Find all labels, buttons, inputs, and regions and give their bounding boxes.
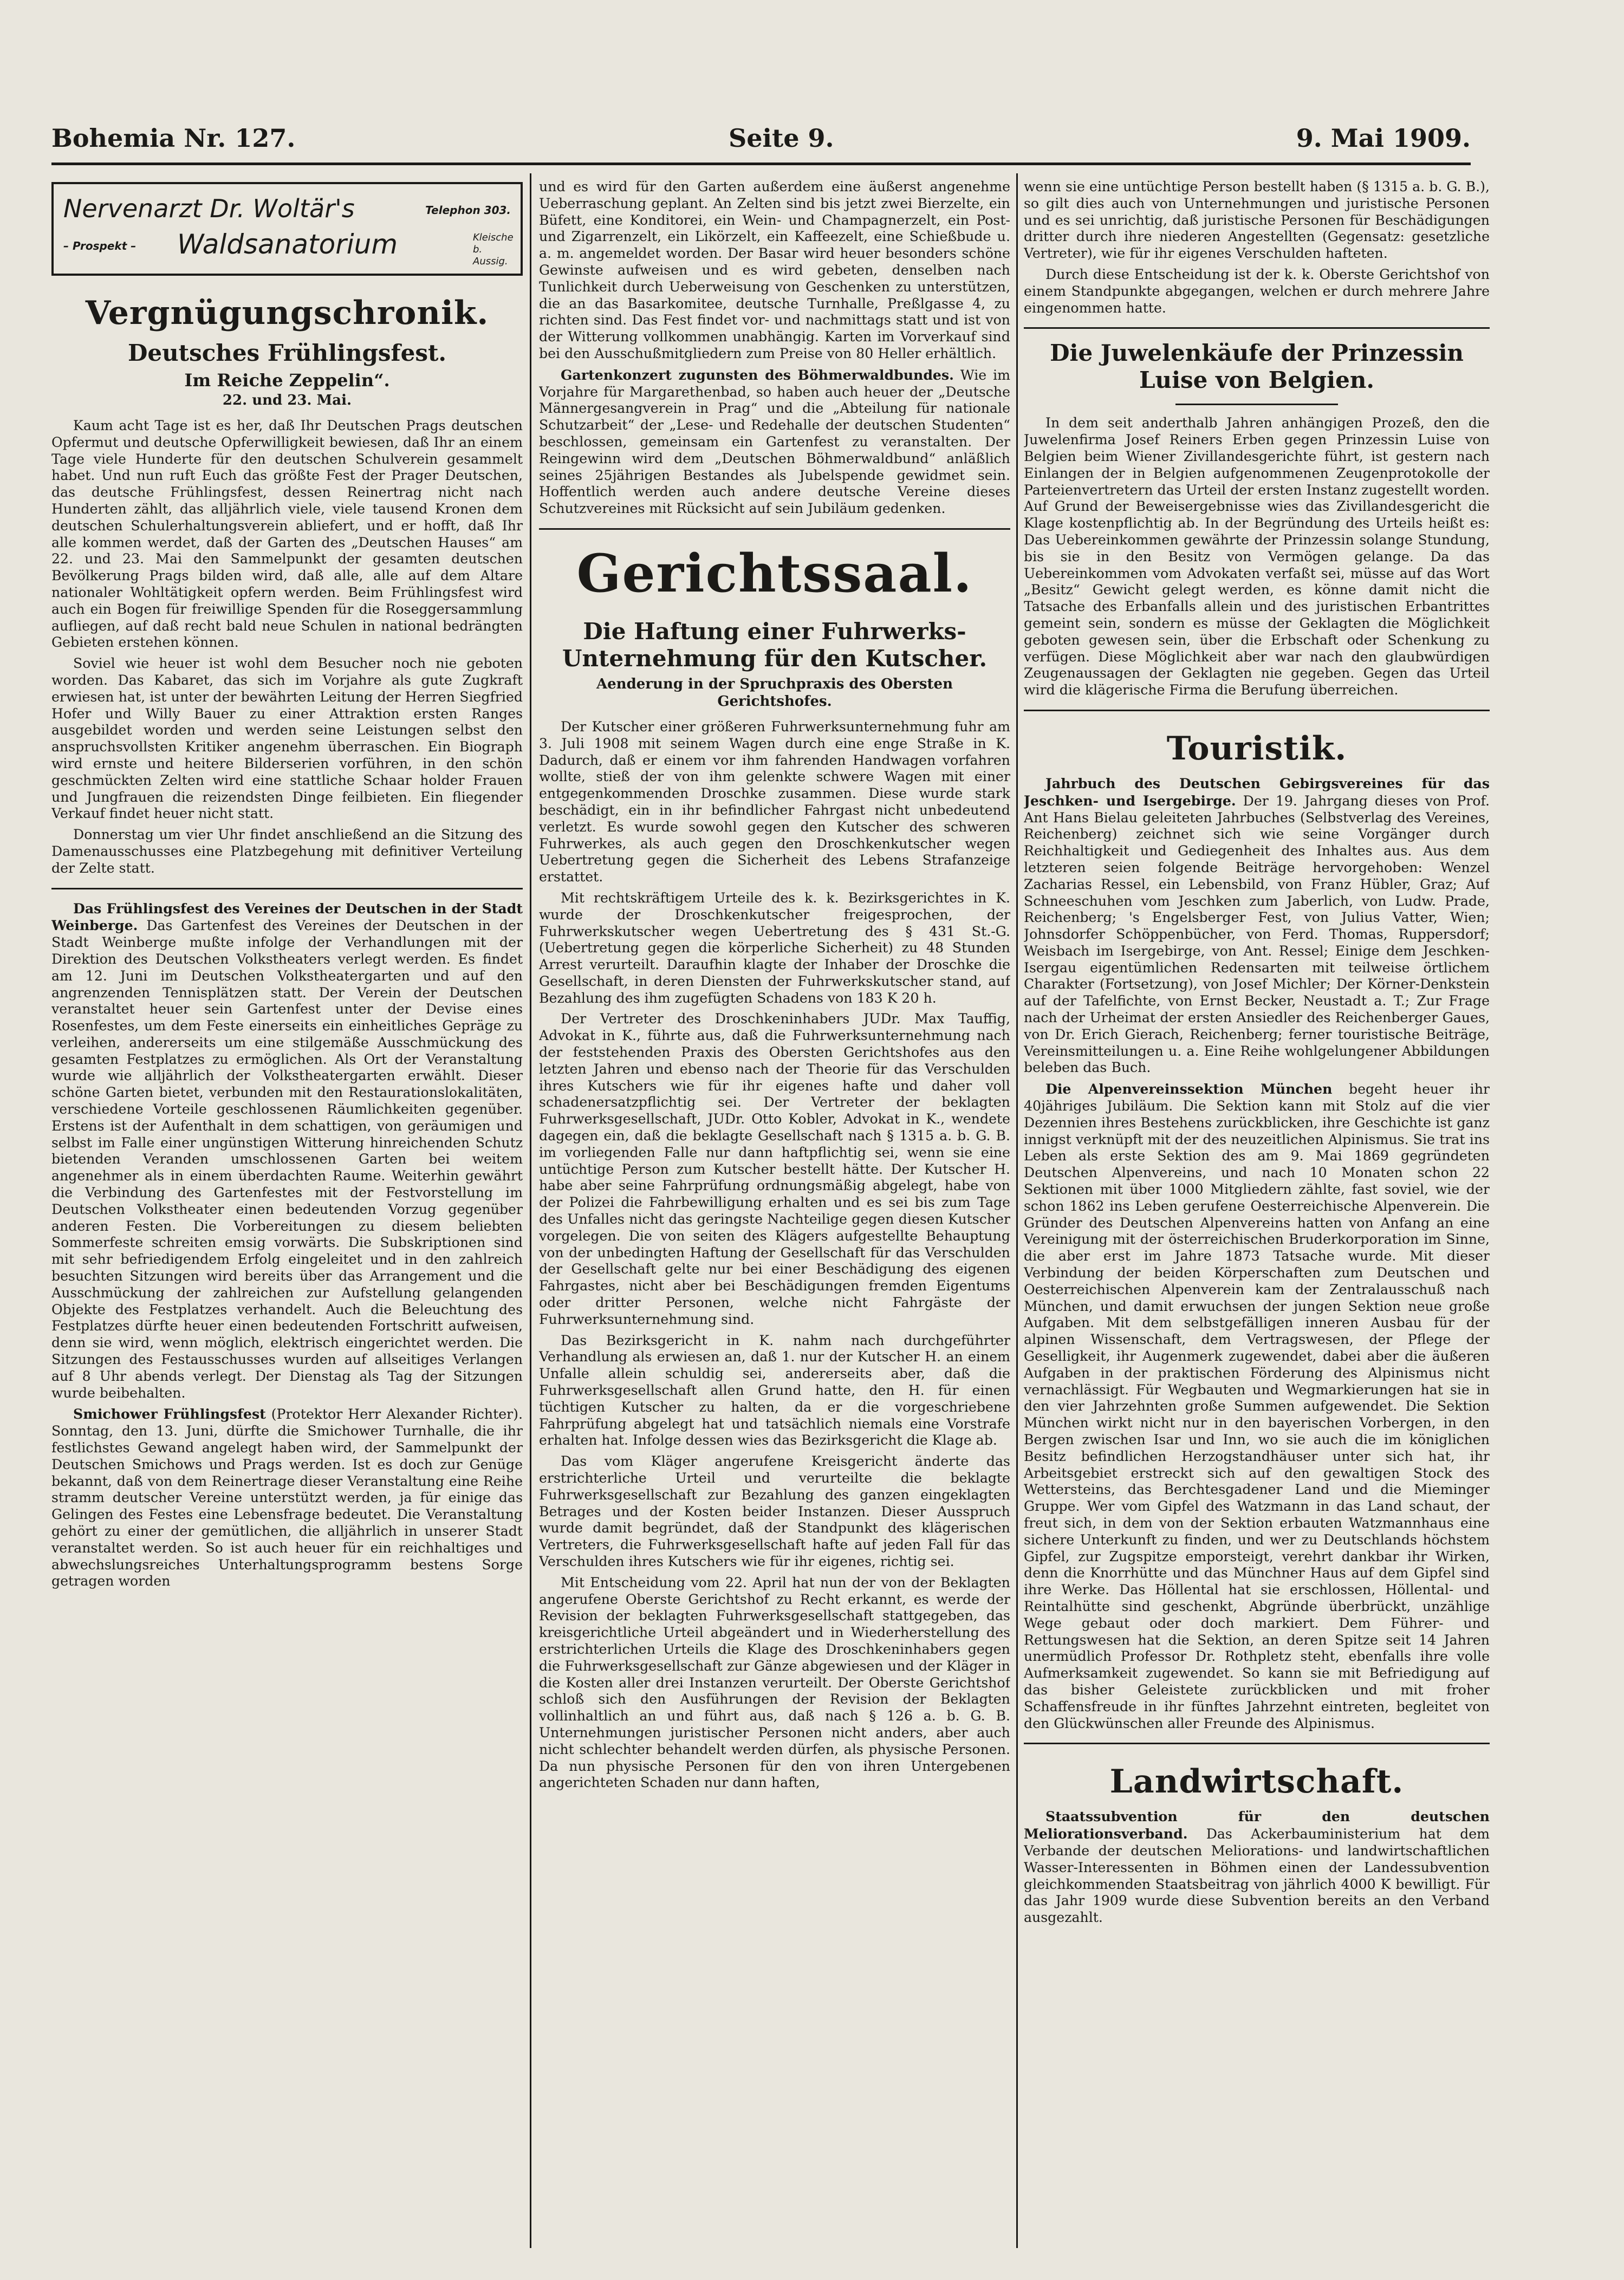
paragraph-text: Das Gartenfest des Vereines der Deutschen in der Stadt Weinberge mußte infolge der Verhandlungen mit der Direktion des Deutschen Volkstheaters verlegt werden. Es findet am 12. Juni im Deutschen Volkstheatergarten und auf den angrenzenden Tennisplätzen statt. Der Verein der Deutschen veranstaltet heuer sein Gartenfest unter der Devise eines Rosenfestes, um dem Feste einerseits ein einheitliches Gepräge zu verleihen, andererseits um eine stilgemäße Ausschmückung des gesamten Festplatzes zu ermöglichen. Als Ort der Veranstaltung wurde wie alljährlich der Volkstheatergarten erwählt. Dieser schöne Garten bietet, verbunden mit den Restaurationslokalitäten, verschiedene Vorteile geschlossenen Räumlichkeiten gegenüber. Erstens ist der Aufenthalt in dem schattigen, von geräumigen und selbst im Falle einer ungünstigen Witterung hinreichenden Schutz bietenden Veranden umschlossenen Garten bei weitem angenehmer als in einem überdachten Raume. Weiterhin gewährt die Verbindung des Gartenfestes mit der Festvorstellung im Deutschen Volkstheater einen bedeutenden Vorzug gegenüber anderen Festen. Die Vorbereitungen zu diesem beliebten Sommerfeste schreiten emsig vorwärts. Die Subskriptionen sind mit sehr befriedigendem Erfolg eingeleitet und in den zahlreich besuchten Sitzungen wird bereits über das Arrangement und die Ausschmückung der zahlreichen zur Aufstellung gelangenden Objekte des Festplatzes verhandelt. Auch die Beleuchtung des Festplatzes dürfte heuer einen bedeutenden Fortschritt aufweisen, denn sie wird, wenn möglich, elektrisch eingerichtet werden. Die Sitzungen des Festausschusses wurden auf allseitiges Verlangen auf 8 Uhr abends verlegt. Der Dienstag als Tag der Sitzungen wurde beibehalten. — [51, 918, 523, 1401]
separator — [1024, 1743, 1490, 1744]
section-title: Touristik. — [1166, 729, 1347, 768]
article-subtitle: Aenderung in der Spruchpraxis des Obersten Gerichtshofes. — [596, 675, 953, 710]
column-rule-1 — [530, 173, 531, 2248]
column-1 — [51, 179, 523, 2248]
ad-phone: Telephon 303. — [425, 204, 511, 217]
section-title: Landwirtschaft. — [1109, 1763, 1404, 1801]
paragraph-heading: Staatssubvention für den deutschen Meliorationsverband. — [1024, 1808, 1490, 1842]
column-rule-2 — [1016, 173, 1018, 2248]
paragraph-heading: Das Frühlingsfest des Vereines der Deutschen in der Stadt Weinberge. — [51, 900, 523, 934]
paragraph — [539, 367, 1010, 517]
article-title: Die Haftung einer Fuhrwerks-Unternehmung für den Kutscher. — [562, 618, 988, 672]
section-title: Gerichtssaal. — [576, 542, 973, 604]
header-issue: Bohemia Nr. 127. — [51, 124, 296, 153]
paragraph-text: Wie im Vorjahre für Margarethenbad, so haben auch heuer der „Deutsche Männergesangverein in Prag“ und die „Abteilung für nationale Schutzarbeit“ der „Lese- und Redehalle der deutschen Studenten“ beschlossen, gemeinsam ein Gartenfest zu veranstalten. Der Reingewinn wird dem „Deutschen Böhmerwaldbund“ anläßlich seines 25jährigen Bestandes als Jubelspende gewidmet sein. Hoffentlich werden auch andere deutsche Vereine dieses Schutzvereines mit Rücksicht auf sein Jubiläum gedenken. — [539, 367, 1010, 517]
ad-prospekt: – Prospekt – — [63, 239, 137, 252]
paragraph: Mit rechtskräftigem Urteile des k. k. Bezirksgerichtes in K. wurde der Droschkenkutscher freigesprochen, der Fuhrwerkskutscher wegen Uebertretung des § 431 St.-G. (Uebertretung gegen die körperliche Sicherheit) zu 48 Stunden Arrest verurteilt. Daraufhin klagte der Inhaber der Droschke die Gesellschaft, in deren Diensten der Fuhrwerkskutscher stand, auf Bezahlung des ihm zugefügten Schadens von 183 K 20 h. — [539, 889, 1010, 1006]
ad-line1: Nervenarzt Dr. Woltär's — [63, 194, 355, 223]
paragraph: Mit Entscheidung vom 22. April hat nun der von der Beklagten angerufene Oberste Gerichtshof zu Recht erkannt, es werde der Revision der beklagten Fuhrwerksgesellschaft stattgegeben, das kreisgerichtliche Urteil abgeändert und in Wiederherstellung des erstrichterlichen Urteils die Klage des Droschkeninhabers gegen die Fuhrwerksgesellschaft zur Gänze abgewiesen und der Kläger in die Kosten aller drei Instanzen verurteilt. Der Oberste Gerichtshof schloß sich den Ausführungen der Revision der Beklagten vollinhaltlich an und führt aus, daß nach § 126 a. b. G. B. Unternehmungen juristischer Personen nicht anders, aber auch nicht schlechter behandelt werden dürfen, als physische Personen. Da nun physische Personen für den von ihren Untergebenen angerichteten Schaden nur dann haften, — [539, 1574, 1010, 1791]
header-page-number: Seite 9. — [729, 124, 834, 153]
header-rule — [51, 163, 1471, 165]
separator — [51, 888, 523, 889]
paragraph: Kaum acht Tage ist es her, daß Ihr Deutschen Prags deutschen Opfermut und deutsche Opferwilligkeit bewiesen, daß Ihr an einem Tage viele Hunderte für den deutschen Schulverein gesammelt habet. Und nun ruft Euch das größte Fest der Prager Deutschen, das deutsche Frühlingsfest, dessen Reinertrag nicht nach Hunderten zählt, das alljährlich viele, viele tausend Kronen dem deutschen Schulerhaltungsverein abliefert, und er hofft, daß Ihr alle kommen werdet, daß der Garten des „Deutschen Hauses“ am 22. und 23. Mai den Sammelpunkt der gesamten deutschen Bevölkerung Prags bilden wird, daß alle, alle auf dem Altare nationaler Wohltätigkeit opfern werden. Beim Frühlingsfest wird auch ein Bogen für freiwillige Spenden für die Roseggersammlung aufliegen, auf daß recht bald neue Schulen in national bedrängten Gebieten erstehen können. — [51, 418, 523, 651]
paragraph-heading: Die Alpenvereinssektion München — [1045, 1081, 1333, 1097]
paragraph — [1024, 775, 1490, 1076]
page-header — [51, 124, 1471, 161]
article-subtitle: Im Reiche Zeppelin“. — [184, 370, 390, 391]
paragraph — [51, 900, 523, 1402]
paragraph: wenn sie eine untüchtige Person bestellt haben (§ 1315 a. b. G. B.), so gilt dies auch von Unternehmungen und juristische Personen und es sei unrichtig, daß juristische Personen für Beschädigungen dritter durch ihre niederen Angestellten (Gegensatz: gesetzliche Vertreter), wie für ihr eigenes Verschulden hafteten. — [1024, 179, 1490, 262]
paragraph: Das Bezirksgericht in K. nahm nach durchgeführter Verhandlung als erwiesen an, daß 1. nur der Kutscher H. an einem Unfalle allein schuldig sei, andererseits aber, daß die Fuhrwerksgesellschaft allen Grund hatte, den H. für einen tüchtigen Kutscher zu halten, da er die vorgeschriebene Fahrprüfung abgelegt hat und tatsächlich niemals eine Vorstrafe erhalten hat. Infolge dessen wies das Bezirksgericht die Klage ab. — [539, 1332, 1010, 1448]
header-date: 9. Mai 1909. — [1296, 124, 1471, 153]
paragraph — [51, 1406, 523, 1590]
section-title: Vergnügungschronik. — [85, 294, 489, 332]
paragraph: Der Vertreter des Droschkeninhabers JUDr. Max Tauffig, Advokat in K., führte aus, daß die Fuhrwerksunternehmung nach der feststehenden Praxis des Obersten Gerichtshofes aus den letzten Jahren und ebenso nach der Theorie für das Verschulden ihres Kutschers wie für ihr eigenes hafte und daher voll schadenersatzpflichtig sei. Der Vertreter der beklagten Fuhrwerksgesellschaft, JUDr. Otto Kobler, Advokat in K., wendete dagegen ein, daß die beklagte Gesellschaft nach § 1315 a. b. G. B. im vorliegenden Falle nur dann haftpflichtig sei, wenn sie eine untüchtige Person zum Kutscher bestellt hätte. Der Kutscher H. habe aber seine Fahrprüfung ordnungsmäßig abgelegt, habe von der Polizei die Fahrbewilligung erhalten und es sei bis zum Tage des Unfalles nicht das geringste Nachteilige gegen diesen Kutscher vorgelegen. Die von seiten des Klägers aufgestellte Behauptung von der unbedingten Haftung der Gesellschaft für das Verschulden der Gesellschaft gelte nur bei einer Beschädigung des eigenen Fahrgastes, nicht aber bei Beschädigungen fremden Eigentums oder dritter Personen, welche nicht Fahrgäste der Fuhrwerksunternehmung sind. — [539, 1011, 1010, 1327]
paragraph — [1024, 1808, 1490, 1926]
paragraph: Das vom Kläger angerufene Kreisgericht änderte das erstrichterliche Urteil und verurteilte die beklagte Fuhrwerksgesellschaft zur Bezahlung des ganzen eingeklagten Betrages und der Kosten beider Instanzen. Dieser Ausspruch wurde damit begründet, daß der Standpunkt des klägerischen Vertreters, die Fuhrwerksgesellschaft hafte auf jeden Fall für das Verschulden ihres Kutschers wie für ihr eigenes, richtig sei. — [539, 1453, 1010, 1569]
paragraph-heading: Jahrbuch des Deutschen Gebirgsvereines für das Jeschken- und Isergebirge. — [1024, 775, 1490, 809]
article-date: 22. und 23. Mai. — [222, 392, 352, 408]
column-3 — [1024, 179, 1490, 2248]
paragraph: Der Kutscher einer größeren Fuhrwerksunternehmung fuhr am 3. Juli 1908 mit seinem Wagen durch eine enge Straße in K. Dadurch, daß er einem vor ihm fahrenden Handwagen vorfahren wollte, stieß der von ihm gelenkte schwere Wagen mit einer entgegenkommenden Droschke zusammen. Diese wurde stark beschädigt, ein in ihr befindlicher Fahrgast nicht unbedeutend verletzt. Es wurde sowohl gegen den Kutscher des schweren Fuhrwerkes, als auch gegen den Droschkenkutscher wegen Uebertretung gegen die Sicherheit des Lebens Strafanzeige erstattet. — [539, 718, 1010, 885]
paragraph: In dem seit anderthalb Jahren anhängigen Prozeß, den die Juwelenfirma Josef Reiners Erben gegen Prinzessin Luise von Belgien beim Wiener Zivillandesgerichte führt, ist gestern nach Einlangen der in Belgien aufgenommenen Zeugenprotokolle der Parteienvertretern das Urteil der ersten Instanz zugestellt worden. Auf Grund der Beweisergebnisse wies das Zivillandesgericht die Klage kostenpflichtig ab. In der Begründung des Urteils heißt es: Das Uebereinkommen gewährte der Prinzessin solange Stundung, bis sie in den Besitz von Vermögen gelange. Da das Uebereinkommen vom Advokaten verfaßt sei, müsse auf das Wort „Besitz“ Gewicht gelegt werden, es könne damit nicht die Tatsache des Erbanfalls allein und des juristischen Erbantrittes gemeint sein, sondern es müsse der Geklagten die Möglichkeit geboten gewesen sein, über die Erbschaft oder Schenkung zu verfügen. Diese Möglichkeit aber war nach den glaubwürdigen Zeugenaussagen der Geklagten nie gegeben. Gegen das Urteil wird die klägerische Firma die Berufung überreichen. — [1024, 415, 1490, 698]
article-title: Die Juwelenkäufe der Prinzessin Luise von Belgien. — [1050, 340, 1464, 394]
paragraph-text: Das Ackerbauministerium hat dem Verbande der deutschen Meliorations- und landwirtschaftlichen Wasser-Interessenten in Böhmen einen der Landessubvention gleichkommenden Staatsbeitrag von jährlich 4000 K bewilligt. Für das Jahr 1909 wurde diese Subvention bereits an den Verband ausgezahlt. — [1024, 1826, 1490, 1926]
sanatorium-ad — [51, 182, 523, 276]
paragraph-text: (Protektor Herr Alexander Richter). Sonntag, den 13. Juni, dürfte die Smichower Turnhalle, die ihr festlichstes Gewand angelegt haben wird, der Sammelpunkt der Deutschen Smichows und Prags werden. Ist es doch zur Genüge bekannt, daß von dem Reinertrage dieser Veranstaltung eine Reihe stramm deutscher Vereine unterstützt werden, ja für einige das Gelingen des Festes eine Lebensfrage bedeutet. Die Veranstaltung gehört zu einer der gemütlichen, die alljährlich in unserer Stadt veranstaltet werden. So ist auch heuer für ein reichhaltiges und abwechslungsreiches Unterhaltungsprogramm bestens Sorge getragen worden — [51, 1406, 523, 1589]
ad-place: Kleische b. Aussig. — [473, 232, 514, 267]
paragraph: Soviel wie heuer ist wohl dem Besucher noch nie geboten worden. Das Kabaret, das sich im Vorjahre als gute Zugkraft erwiesen hat, ist unter der bewährten Leitung der Herren Siegfried Hofer und Willy Bauer zu einer Attraktion ersten Ranges ausgebildet worden und werden seine Leistungen selbst den anspruchsvollsten Kritiker angenehm überraschen. Ein Biograph wird ernste und heitere Bilderserien vorführen, in den schön geschmückten Zelten wird eine stattliche Schaar holder Frauen und Jungfrauen die reizendsten Dinge feilbieten. Ein fliegender Verkauf findet heuer nicht statt. — [51, 655, 523, 822]
paragraph-text: Der 19. Jahrgang dieses von Prof. Ant Hans Bielau geleiteten Jahrbuches (Selbstverlag des Vereines, Reichenberg) zeichnet sich wie seine Vorgänger durch Reichhaltigkeit und Gediegenheit des Inhaltes aus. Aus dem letzteren seien folgende Beiträge hervorgehoben: Wenzel Zacharias Ressel, ein Lebensbild, von Franz Hübler, Graz; Auf Schneeschuhen vom Jeschken zum Jaberlich, von Ludw. Prade, Reichenberg; 's Engelsberger Fest, von Julius Vatter, Wien; Johnsdorfer Schöppenbücher, von Ferd. Thomas, Ruppersdorf; Weisbach im Isergebirge, von Ant. Ressel; Einige dem Jeschken-Isergau eigentümlichen Redensarten mit teilweise örtlichem Charakter (Fortsetzung), von Josef Michler; Der Körner-Denkstein auf der Tafelfichte, von Ernst Becker, Neustadt a. T.; Zur Frage nach der Urheimat der ersten Ansiedler des Reichenberger Gaues, von Dr. Erich Gierach, Reichenberg; ferner touristische Beiträge, Vereinsmitteilungen u. a. Eine Reihe wohlgelungener Abbildungen beleben das Buch. — [1024, 793, 1490, 1076]
column-2 — [539, 179, 1010, 2248]
paragraph: Donnerstag um vier Uhr findet anschließend an die Sitzung des Damenausschusses eine Platzbegehung mit definitiver Verteilung der Zelte statt. — [51, 827, 523, 876]
paragraph — [1024, 1081, 1490, 1732]
paragraph: Durch diese Entscheidung ist der k. k. Oberste Gerichtshof von einem Standpunkte abgegangen, welchen er durch mehrere Jahre eingenommen hatte. — [1024, 266, 1490, 316]
paragraph-heading: Smichower Frühlingsfest — [73, 1406, 266, 1422]
ad-line2: Waldsanatorium — [177, 229, 398, 260]
separator — [1024, 327, 1490, 329]
paragraph-text: begeht heuer ihr 40jähriges Jubiläum. Die Sektion kann mit Stolz auf die vier Dezennien ihres Bestehens zurückblicken, ihre Geschichte ist ganz innigst verknüpft mit der des neuzeitlichen Alpinismus. Sie trat ins Leben als erste Sektion des am 9. Mai 1869 gegründeten Deutschen Alpenvereins, und nach 10 Monaten schon 22 Sektionen mit über 1000 Mitgliedern zählte, fast soviel, wie der schon 1862 ins Leben gerufene Oesterreichische Alpenverein. Die Gründer des Deutschen Alpenvereins hatten von Anfang an eine Vereinigung mit der österreichischen Bruderkorporation im Sinne, die aber erst im Jahre 1873 Tatsache wurde. Mit dieser Verbindung der beiden Körperschaften zum Deutschen und Oesterreichischen Alpenverein kam der Zentralausschuß nach München, und damit erwuchsen der jungen Sektion neue große Aufgaben. Mit dem selbstgefälligen inneren Ausbau für der alpinen Wissenschaft, dem Vertragswesen, der Pflege der Geselligkeit, ihr Augenmerk zugewendet, dabei aber die äußeren Aufgaben in der praktischen Förderung des Alpinismus nicht vernachlässigt. Für Wegbauten und Wegmarkierungen hat sie in den vier Jahrzehnten große Summen aufgewendet. Die Sektion München wirkt nicht nur in den bayerischen Vorbergen, in den Bergen zwischen Isar und Inn, wo sie auch die im königlichen Besitz befindlichen Herzogstandhäuser unter sich hat, ihr Arbeitsgebiet erstreckt sich auf den gewaltigen Stock des Wettersteins, das Berchtesgadener Land und die Mieminger Gruppe. Wer vom Gipfel des Watzmann in das Land schaut, der freut sich, in dem von der Sektion erbauten Watzmannhaus eine sichere Unterkunft zu finden, und wer zu Deutschlands höchstem Gipfel, zur Zugspitze emporsteigt, verehrt dankbar ihr Wirken, denn die Knorrhütte und das Münchner Haus auf dem Gipfel sind ihre Werke. Das Höllental hat sie erschlossen, Höllental- und Reintalhütte sind geschenkt, Abgründe überbrückt, unzählige Wege gebaut oder doch markiert. Dem Führer- und Rettungswesen hat die Sektion, an deren Spitze seit 14 Jahren unermüdlich Professor Dr. Rothpletz steht, ebenfalls ihre volle Aufmerksamkeit zugewendet. So kann sie mit Befriedigung auf das bisher Geleistete zurückblicken und mit froher Schaffensfreude in ihr fünftes Jahrzehnt eintreten, begleitet von den Glückwünschen aller Freunde des Alpinismus. — [1024, 1081, 1490, 1731]
paragraph-heading: Gartenkonzert zugunsten des Böhmerwaldbundes. — [561, 366, 954, 383]
paragraph: und es wird für den Garten außerdem eine äußerst angenehme Ueberraschung geplant. An Zelten sind bis jetzt zwei Bierzelte, ein Büfett, eine Konditorei, ein Wein- und Champagnerzelt, ein Post- und Zigarrenzelt, ein Likörzelt, ein Kaffeezelt, eine Schießbude u. a. m. angemeldet worden. Der Basar wird heuer besonders schöne Gewinste aufweisen und es wird gebeten, denselben nach Tunlichkeit durch Ueberweisung von Geschenken zu unterstützen, die an das Basarkomitee, deutsche Turnhalle, Preßlgasse 4, zu richten sind. Das Fest findet vor- und nachmittags statt und ist von der Witterung vollkommen unabhängig. Karten im Vorverkauf sind bei den Ausschußmitgliedern zum Preise von 80 Heller erhältlich. — [539, 179, 1010, 361]
separator — [539, 528, 1010, 530]
article-title: Deutsches Frühlingsfest. — [127, 340, 447, 366]
separator — [1175, 404, 1338, 405]
separator — [1024, 710, 1490, 711]
